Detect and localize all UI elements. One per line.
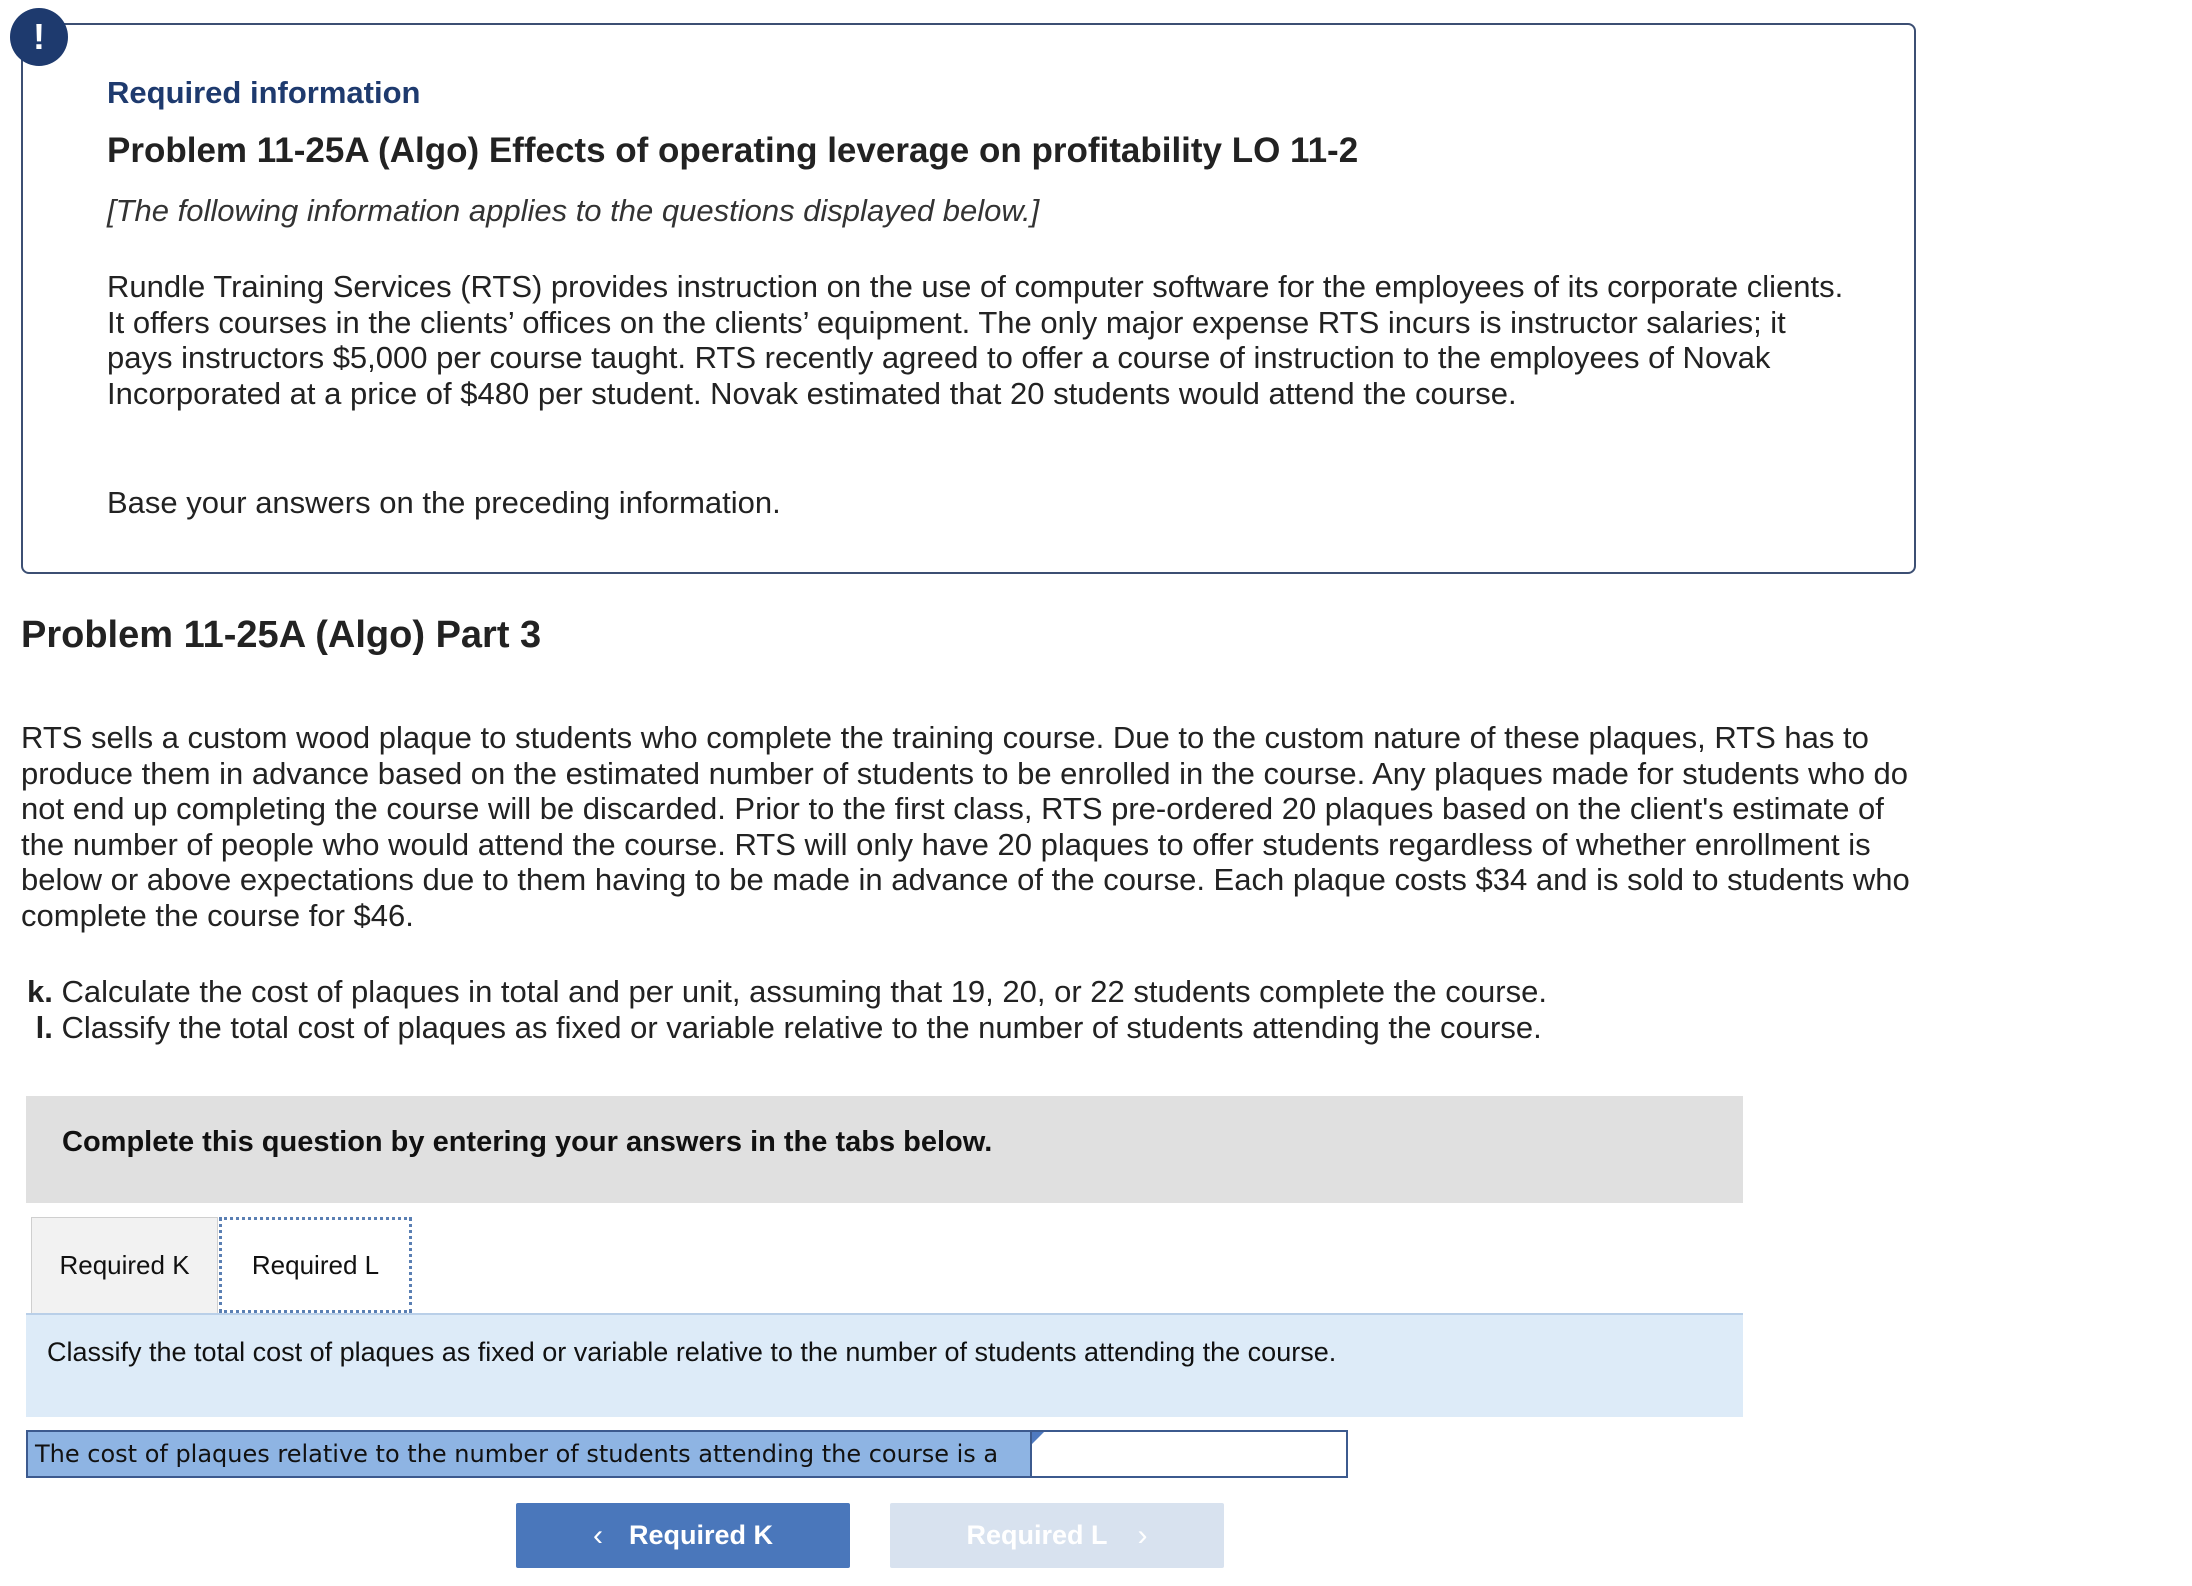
instruction-text: Complete this question by entering your answers in the tabs below.: [62, 1126, 993, 1158]
scenario-text: Rundle Training Services (RTS) provides instruction on the use of computer software for the employees of its corporate clients. It offers courses in the clients’ offices on the clients’ equipment. The only major expense RTS incurs is instructor salaries; it pays instructors $5,000 per course taught. RTS recently agreed to offer a course of instruction to the employees of Novak Incorporated at a price of $480 per student. Novak estimated that 20 students would attend the course.: [107, 269, 1844, 411]
required-information-heading: Required information: [107, 75, 421, 110]
cell-marker-icon: [1032, 1432, 1044, 1444]
problem-title: Problem 11-25A (Algo) Effects of operating leverage on profitability LO 11-2: [107, 131, 1359, 170]
alert-icon: !: [10, 8, 68, 66]
prev-button-label: Required K: [628, 1520, 774, 1550]
applies-note: [The following information applies to the questions displayed below.]: [107, 193, 1040, 228]
question-letter: k.: [27, 974, 53, 1009]
tab-required-l[interactable]: Required L: [219, 1217, 412, 1313]
question-text: Calculate the cost of plaques in total and per unit, assuming that 19, 20, or 22 students complete the course.: [61, 974, 1547, 1009]
part-description: RTS sells a custom wood plaque to students who complete the training course. Due to the custom nature of these plaques, RTS has to produce them in advance based on the estimated number of students to be enrolled in the course. Any plaques made for students who do not end up completing the course will be discarded. Prior to the first class, RTS pre-ordered 20 plaques based on the client's estimate of the number of people who would attend the course. RTS will only have 20 plaques to offer students regardless of whether enrollment is below or above expectations due to them having to be made in advance of the course. Each plaque costs $34 and is sold to students who complete the course for $46.: [21, 720, 1910, 933]
next-button-label: Required L: [966, 1520, 1108, 1550]
answer-input-wrapper: [1032, 1432, 1346, 1476]
tab-content: [26, 1313, 1743, 1417]
tab-required-k[interactable]: Required K: [31, 1217, 218, 1313]
chevron-right-icon: ›: [1137, 1518, 1148, 1552]
chevron-left-icon: ‹: [592, 1518, 603, 1552]
part-title: Problem 11-25A (Algo) Part 3: [21, 614, 542, 656]
question-letter: l.: [35, 1010, 53, 1045]
prev-required-k-button[interactable]: [516, 1503, 850, 1568]
answer-label: The cost of plaques relative to the number of students attending the course is a: [28, 1432, 1032, 1476]
answer-input[interactable]: [1032, 1432, 1346, 1476]
instruction-bar: [26, 1096, 1743, 1203]
base-note: Base your answers on the preceding information.: [107, 485, 781, 520]
tab-prompt: Classify the total cost of plaques as fixed or variable relative to the number of students attending the course.: [47, 1337, 1337, 1367]
question-list: [27, 974, 1547, 1046]
answer-row: [26, 1430, 1348, 1478]
required-information-box: [21, 23, 1916, 574]
question-text: Classify the total cost of plaques as fixed or variable relative to the number of students attending the course.: [61, 1010, 1542, 1045]
next-required-l-button[interactable]: [890, 1503, 1224, 1568]
question-item-k: [27, 974, 1547, 1010]
question-item-l: [27, 1010, 1547, 1046]
